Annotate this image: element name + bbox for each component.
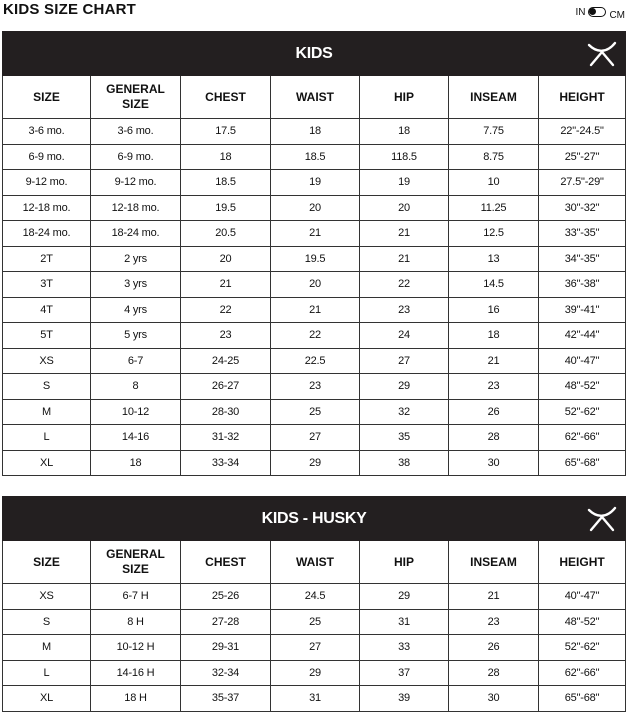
- table-cell: 19: [271, 170, 360, 196]
- column-header-label: HEIGHT: [559, 554, 605, 569]
- kids-husky-size-table: [2, 496, 626, 712]
- table-cell: 20: [271, 272, 360, 298]
- column-header-label: INSEAM: [470, 89, 517, 104]
- table-cell: 48"-52": [539, 374, 626, 400]
- table-cell: 19.5: [271, 246, 360, 272]
- column-header: [449, 76, 539, 119]
- table-cell: 3T: [3, 272, 91, 298]
- table-cell: 9-12 mo.: [3, 170, 91, 196]
- table-cell: 6-9 mo.: [91, 144, 181, 170]
- column-header-label: CHEST: [205, 89, 246, 104]
- table-cell: 25: [271, 399, 360, 425]
- table-cell: 18: [181, 144, 271, 170]
- table-row: [3, 297, 626, 323]
- kids-size-table: [2, 31, 626, 476]
- table-cell: XS: [3, 584, 91, 610]
- table-cell: 22: [360, 272, 449, 298]
- column-header: [449, 541, 539, 584]
- table-cell: 23: [449, 609, 539, 635]
- table-cell: 32: [360, 399, 449, 425]
- table-cell: 39"-41": [539, 297, 626, 323]
- table-cell: 18: [91, 450, 181, 476]
- column-header-label: HIP: [393, 554, 414, 569]
- column-header: [271, 541, 360, 584]
- table-cell: 10: [449, 170, 539, 196]
- table-cell: 22.5: [271, 348, 360, 374]
- table-cell: 21: [271, 221, 360, 247]
- table-cell: 24: [360, 323, 449, 349]
- table-cell: 65"-68": [539, 686, 626, 712]
- table-cell: 5T: [3, 323, 91, 349]
- table-cell: 10-12 H: [91, 635, 181, 661]
- table-cell: 22: [271, 323, 360, 349]
- table-cell: 40"-47": [539, 584, 626, 610]
- column-header-label: SIZE: [33, 554, 60, 569]
- column-header-label: WAIST: [296, 554, 334, 569]
- unit-toggle-switch[interactable]: [588, 7, 606, 17]
- table-cell: 29: [271, 660, 360, 686]
- table-cell: 3-6 mo.: [3, 119, 91, 145]
- table-cell: 40"-47": [539, 348, 626, 374]
- table-row: [3, 195, 626, 221]
- table-row: [3, 425, 626, 451]
- table-cell: 21: [181, 272, 271, 298]
- table-cell: 14-16 H: [91, 660, 181, 686]
- table-cell: 4 yrs: [91, 297, 181, 323]
- table-cell: 20: [271, 195, 360, 221]
- table-cell: 23: [449, 374, 539, 400]
- column-header-label: SIZE: [122, 97, 149, 111]
- table-cell: 18: [271, 119, 360, 145]
- column-header-label: INSEAM: [470, 554, 517, 569]
- table-cell: 28-30: [181, 399, 271, 425]
- table-cell: 30: [449, 450, 539, 476]
- table-cell: L: [3, 425, 91, 451]
- table-cell: 24-25: [181, 348, 271, 374]
- table-cell: 18.5: [181, 170, 271, 196]
- table-cell: 3-6 mo.: [91, 119, 181, 145]
- table-cell: 11.25: [449, 195, 539, 221]
- table-cell: 62"-66": [539, 425, 626, 451]
- unit-toggle-label-cm: CM: [609, 9, 625, 21]
- table-cell: 38: [360, 450, 449, 476]
- column-header: [539, 541, 626, 584]
- table-row: [3, 348, 626, 374]
- table-cell: S: [3, 609, 91, 635]
- column-header-label: WAIST: [296, 89, 334, 104]
- table-header-row: [3, 541, 626, 584]
- table-body: [3, 584, 626, 712]
- table-cell: 48"-52": [539, 609, 626, 635]
- toggle-knob: [589, 8, 596, 15]
- table-banner-cell: [3, 497, 626, 541]
- table-cell: 31: [360, 609, 449, 635]
- table-cell: XL: [3, 686, 91, 712]
- table-cell: 35-37: [181, 686, 271, 712]
- table-cell: 21: [449, 348, 539, 374]
- table-cell: 30: [449, 686, 539, 712]
- table-row: [3, 170, 626, 196]
- column-header: [3, 76, 91, 119]
- table-cell: 3 yrs: [91, 272, 181, 298]
- column-header-label: GENERAL: [106, 82, 165, 96]
- table-row: [3, 660, 626, 686]
- table-cell: 27.5"-29": [539, 170, 626, 196]
- table-cell: 32-34: [181, 660, 271, 686]
- table-cell: 18-24 mo.: [91, 221, 181, 247]
- table-cell: 22: [181, 297, 271, 323]
- table-cell: 5 yrs: [91, 323, 181, 349]
- table-cell: 6-9 mo.: [3, 144, 91, 170]
- table-cell: 4T: [3, 297, 91, 323]
- table-cell: 65"-68": [539, 450, 626, 476]
- table-cell: 18-24 mo.: [3, 221, 91, 247]
- column-header: [91, 541, 181, 584]
- column-header-label: SIZE: [33, 89, 60, 104]
- table-cell: 21: [360, 246, 449, 272]
- table-cell: 2 yrs: [91, 246, 181, 272]
- table-cell: S: [3, 374, 91, 400]
- table-row: [3, 450, 626, 476]
- table-cell: 12.5: [449, 221, 539, 247]
- table-cell: 22"-24.5": [539, 119, 626, 145]
- table-cell: 27: [271, 425, 360, 451]
- table-cell: 20: [360, 195, 449, 221]
- column-header-label: HEIGHT: [559, 89, 605, 104]
- table-cell: XL: [3, 450, 91, 476]
- table-cell: 33-34: [181, 450, 271, 476]
- table-cell: 26-27: [181, 374, 271, 400]
- unit-toggle-label-in: IN: [575, 6, 586, 18]
- table-cell: 23: [181, 323, 271, 349]
- table-cell: 26: [449, 399, 539, 425]
- table-cell: 23: [271, 374, 360, 400]
- table-cell: 7.75: [449, 119, 539, 145]
- brand-x-logo-icon: [587, 506, 617, 532]
- column-header: [181, 76, 271, 119]
- table-cell: 36"-38": [539, 272, 626, 298]
- table-cell: 52"-62": [539, 399, 626, 425]
- table-cell: M: [3, 399, 91, 425]
- table-cell: 29: [360, 374, 449, 400]
- table-cell: 28: [449, 425, 539, 451]
- table-row: [3, 246, 626, 272]
- table-cell: 33: [360, 635, 449, 661]
- column-header-label: CHEST: [205, 554, 246, 569]
- table-cell: 33"-35": [539, 221, 626, 247]
- column-header: [3, 541, 91, 584]
- table-banner: [3, 32, 626, 76]
- table-cell: 9-12 mo.: [91, 170, 181, 196]
- table-cell: 12-18 mo.: [3, 195, 91, 221]
- table-row: [3, 635, 626, 661]
- table-banner: [3, 497, 626, 541]
- column-header: [271, 76, 360, 119]
- table-cell: 42"-44": [539, 323, 626, 349]
- table-cell: 18: [449, 323, 539, 349]
- table-cell: 25: [271, 609, 360, 635]
- table-title: KIDS - HUSKY: [261, 509, 367, 527]
- table-cell: 8 H: [91, 609, 181, 635]
- table-cell: 37: [360, 660, 449, 686]
- brand-x-logo-icon: [587, 41, 617, 67]
- table-cell: 29: [271, 450, 360, 476]
- column-header: [539, 76, 626, 119]
- table-banner-cell: [3, 32, 626, 76]
- table-cell: 39: [360, 686, 449, 712]
- page-title: KIDS SIZE CHART: [3, 1, 137, 18]
- table-row: [3, 609, 626, 635]
- table-header-row: [3, 76, 626, 119]
- column-header-label: HIP: [393, 89, 414, 104]
- table-cell: 6-7 H: [91, 584, 181, 610]
- table-row: [3, 399, 626, 425]
- table-cell: 16: [449, 297, 539, 323]
- table-cell: 24.5: [271, 584, 360, 610]
- table-cell: 10-12: [91, 399, 181, 425]
- table-cell: 21: [271, 297, 360, 323]
- table-cell: 27: [360, 348, 449, 374]
- table-cell: 20: [181, 246, 271, 272]
- table-cell: 14-16: [91, 425, 181, 451]
- table-cell: 21: [449, 584, 539, 610]
- table-cell: 25-26: [181, 584, 271, 610]
- column-header: [360, 76, 449, 119]
- table-cell: 29-31: [181, 635, 271, 661]
- table-row: [3, 144, 626, 170]
- table-cell: 18: [360, 119, 449, 145]
- table-cell: XS: [3, 348, 91, 374]
- table-row: [3, 272, 626, 298]
- table-cell: 2T: [3, 246, 91, 272]
- unit-toggle[interactable]: [575, 4, 625, 20]
- table-row: [3, 221, 626, 247]
- table-cell: 118.5: [360, 144, 449, 170]
- table-cell: 34"-35": [539, 246, 626, 272]
- column-header: [360, 541, 449, 584]
- table-cell: 20.5: [181, 221, 271, 247]
- column-header-label: SIZE: [122, 562, 149, 576]
- table-cell: 18.5: [271, 144, 360, 170]
- column-header: [91, 76, 181, 119]
- table-cell: 6-7: [91, 348, 181, 374]
- table-row: [3, 584, 626, 610]
- table-cell: 30"-32": [539, 195, 626, 221]
- table-cell: M: [3, 635, 91, 661]
- table-body: [3, 119, 626, 476]
- table-cell: 12-18 mo.: [91, 195, 181, 221]
- column-header: [181, 541, 271, 584]
- table-cell: 31-32: [181, 425, 271, 451]
- table-cell: 27: [271, 635, 360, 661]
- table-cell: 21: [360, 221, 449, 247]
- table-cell: 62"-66": [539, 660, 626, 686]
- table-title: KIDS: [295, 44, 333, 62]
- table-row: [3, 119, 626, 145]
- table-cell: 19.5: [181, 195, 271, 221]
- table-row: [3, 686, 626, 712]
- table-cell: 27-28: [181, 609, 271, 635]
- table-cell: 25"-27": [539, 144, 626, 170]
- table-row: [3, 323, 626, 349]
- table-cell: 17.5: [181, 119, 271, 145]
- table-row: [3, 374, 626, 400]
- table-cell: 26: [449, 635, 539, 661]
- table-cell: 14.5: [449, 272, 539, 298]
- table-cell: 52"-62": [539, 635, 626, 661]
- table-cell: 35: [360, 425, 449, 451]
- table-cell: 8.75: [449, 144, 539, 170]
- table-cell: 29: [360, 584, 449, 610]
- table-cell: 31: [271, 686, 360, 712]
- column-header-label: GENERAL: [106, 547, 165, 561]
- table-cell: 8: [91, 374, 181, 400]
- table-cell: 28: [449, 660, 539, 686]
- table-cell: 13: [449, 246, 539, 272]
- table-cell: 18 H: [91, 686, 181, 712]
- table-cell: L: [3, 660, 91, 686]
- table-cell: 23: [360, 297, 449, 323]
- table-cell: 19: [360, 170, 449, 196]
